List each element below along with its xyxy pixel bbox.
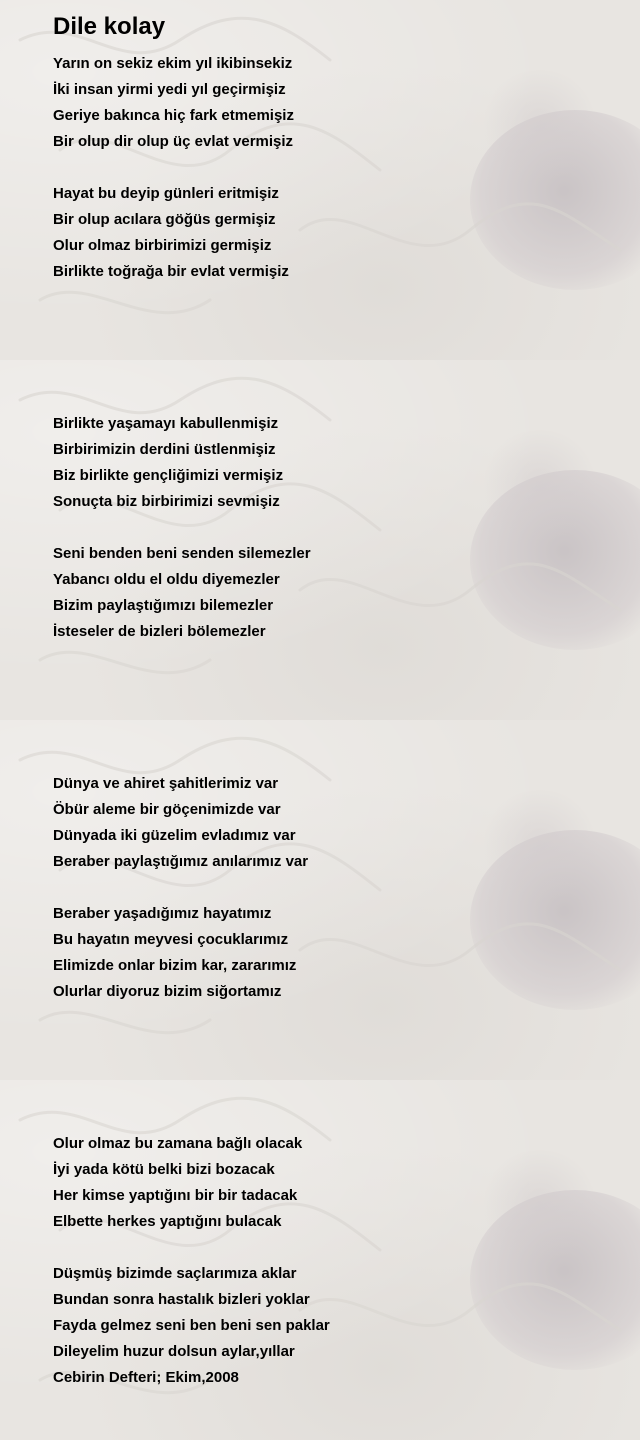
poem-line: Bir olup dir olup üç evlat vermişiz [53,133,294,150]
stanza [53,901,296,1005]
poem-line: Bir olup acılara göğüs germişiz [53,211,276,228]
poem-line: Elbette herkes yaptığını bulacak [53,1213,282,1230]
poem-line: Olurlar diyoruz bizim siğortamız [53,983,282,1000]
poem-signature: Cebirin Defteri; Ekim,2008 [53,1369,239,1386]
stanza [53,1131,302,1235]
stanza [53,51,294,155]
poem-line: Bundan sonra hastalık bizleri yoklar [53,1291,310,1308]
poem-line: Birlikte toğrağa bir evlat vermişiz [53,263,289,280]
poem-line: Biz birlikte gençliğimizi vermişiz [53,467,284,484]
poem-line: Birbirimizin derdini üstlenmişiz [53,441,276,458]
poem-line: Fayda gelmez seni ben beni sen paklar [53,1317,330,1334]
poem-line: Bu hayatın meyvesi çocuklarımız [53,931,289,948]
poem-line: Yarın on sekiz ekim yıl ikibinsekiz [53,55,293,72]
poem-line: Olur olmaz bu zamana bağlı olacak [53,1135,303,1152]
stanza [53,771,308,875]
poem-line: Dileyelim huzur dolsun aylar,yıllar [53,1343,295,1360]
poem-title: Dile kolay [53,13,166,40]
poem-line: Bizim paylaştığımızı bilemezler [53,597,274,614]
poem-line: Yabancı oldu el oldu diyemezler [53,571,280,588]
poem-line: İki insan yirmi yedi yıl geçirmişiz [53,81,286,98]
poem-line: Hayat bu deyip günleri eritmişiz [53,185,279,202]
poem-line: Geriye bakınca hiç fark etmemişiz [53,107,294,124]
poem-line: İyi yada kötü belki bizi bozacak [53,1161,275,1178]
poem-line: Dünya ve ahiret şahitlerimiz var [53,775,279,792]
stanza [53,541,311,645]
poem-line: İsteseler de bizleri bölemezler [53,623,266,640]
poem-line: Öbür aleme bir göçenimizde var [53,801,281,818]
poem-line: Düşmüş bizimde saçlarımıza aklar [53,1265,297,1282]
poem-line: Beraber paylaştığımız anılarımız var [53,853,309,870]
poem-line: Birlikte yaşamayı kabullenmişiz [53,415,279,432]
poem-line: Sonuçta biz birbirimizi sevmişiz [53,493,280,510]
stanza [53,1261,330,1391]
poem-line: Elimizde onlar bizim kar, zararımız [53,957,297,974]
poem-line: Dünyada iki güzelim evladımız var [53,827,296,844]
stanza [53,411,283,515]
stanza [53,181,289,285]
poem-line: Beraber yaşadığımız hayatımız [53,905,272,922]
poem-line: Seni benden beni senden silemezler [53,545,311,562]
poem-line: Her kimse yaptığını bir bir tadacak [53,1187,298,1204]
poem-line: Olur olmaz birbirimizi germişiz [53,237,272,254]
